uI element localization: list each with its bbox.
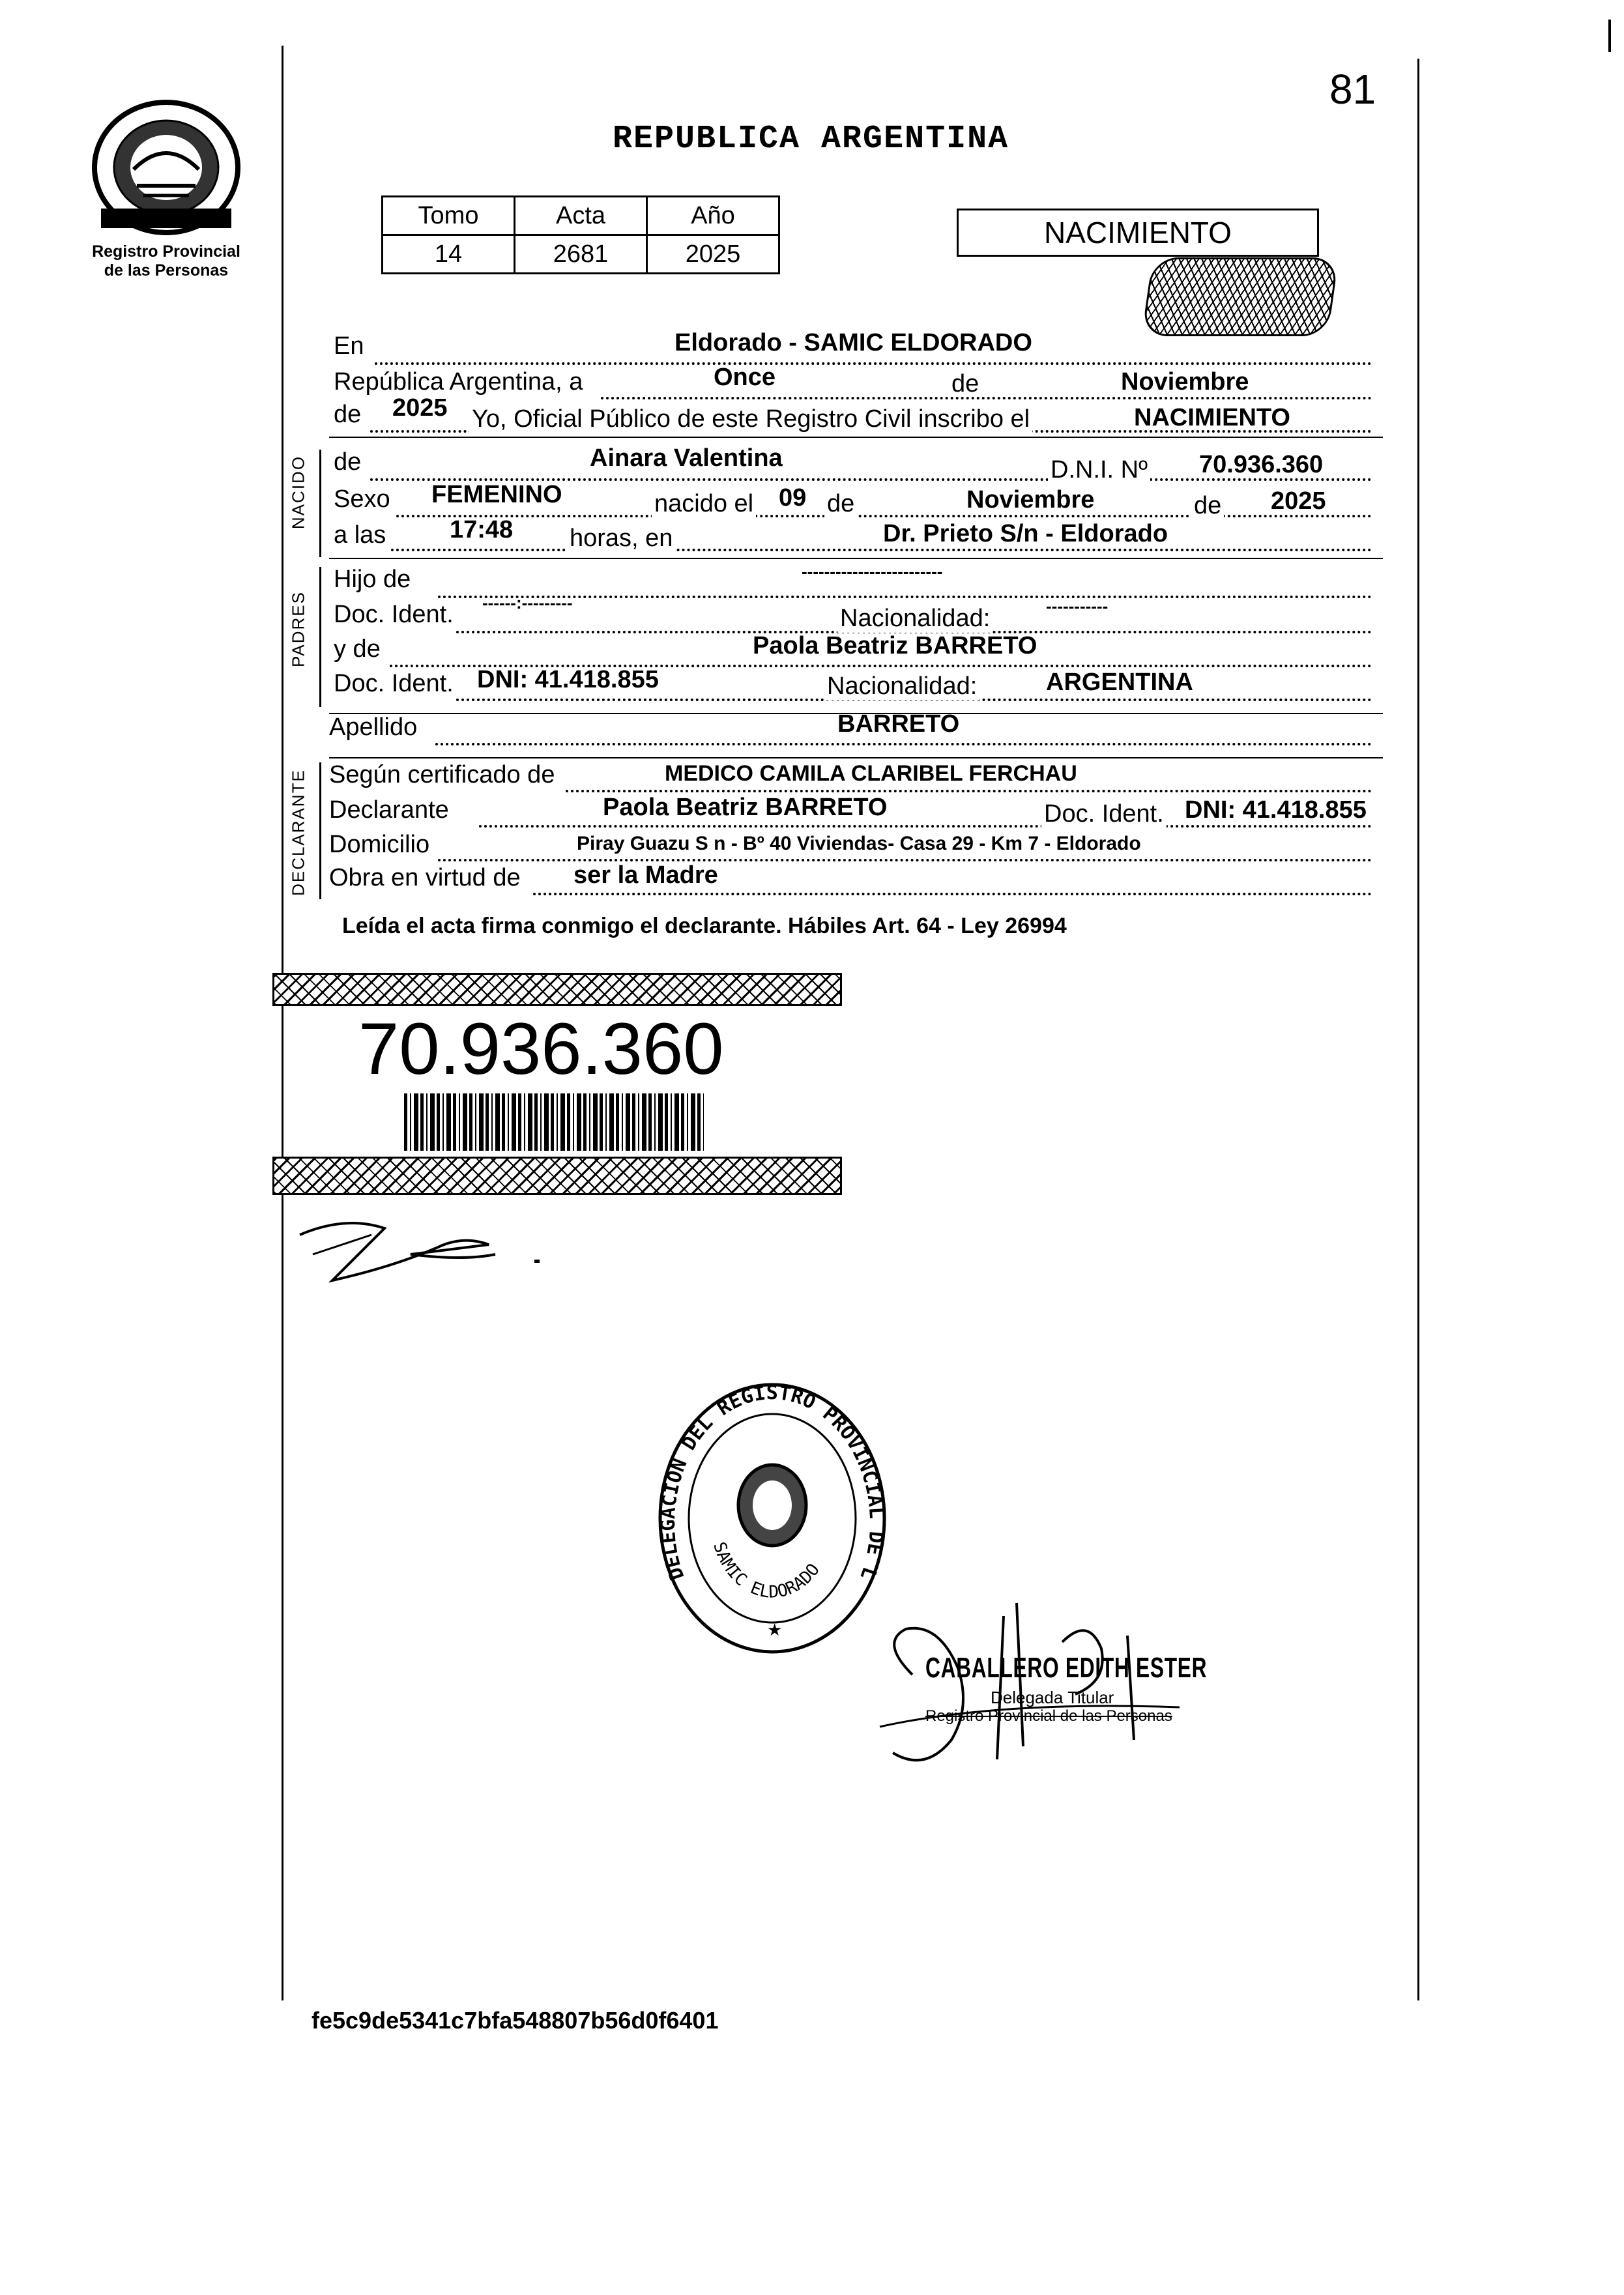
- doc2-label: Doc. Ident.: [334, 670, 454, 697]
- edge-mark: [1608, 20, 1611, 52]
- mother-dni: DNI: 41.418.855: [477, 666, 659, 693]
- right-margin-line: [1417, 59, 1419, 2000]
- mother-nationality: ARGENTINA: [1046, 669, 1193, 696]
- province-seal-graphic: [85, 98, 248, 238]
- declarante-label: Declarante: [329, 796, 449, 824]
- birth-day: 09: [779, 484, 807, 512]
- declarante-doc-label: Doc. Ident.: [1041, 800, 1167, 828]
- padres-section-label: PADRES: [288, 591, 308, 667]
- dni-label: D.N.I. Nº: [1048, 456, 1150, 484]
- rule-2: [329, 558, 1383, 559]
- declarant-signature: [293, 1209, 567, 1287]
- document-hash: fe5c9de5341c7bfa548807b56d0f6401: [312, 2007, 719, 2034]
- birth-de-1: de: [824, 490, 857, 518]
- nacido-de-label: de: [334, 448, 362, 476]
- barcode-pattern-bottom: [272, 1157, 842, 1195]
- apellido-dots: [435, 743, 1372, 745]
- official-org: Registro Provincial de las Personas: [925, 1707, 1172, 1725]
- de-label: de: [951, 370, 979, 397]
- official-name: CABALLERO EDITH ESTER: [925, 1652, 1208, 1684]
- svg-text:★: ★: [767, 1621, 783, 1640]
- doc-label: Doc. Ident.: [334, 601, 454, 628]
- value-tomo: 14: [383, 235, 515, 274]
- official-signature: [867, 1577, 1193, 1792]
- stamp-inner-text: SAMIC ELDORADO: [709, 1539, 824, 1602]
- republica-dots: [601, 397, 1372, 399]
- certificado-dots: [566, 790, 1372, 792]
- a-las-label: a las: [334, 521, 386, 549]
- padres-bar: [319, 567, 321, 707]
- nacionalidad-value: -----------: [1046, 596, 1109, 616]
- svg-text:SAMIC ELDORADO: [709, 1540, 824, 1602]
- declarante-doc-value: DNI: 41.418.855: [1185, 796, 1367, 824]
- en-label: En: [334, 332, 364, 360]
- birth-place: Dr. Prieto S/n - Eldorado: [883, 520, 1168, 547]
- time-dots: [391, 549, 1372, 551]
- birth-year: 2025: [1271, 487, 1326, 515]
- nacionalidad-label: Nacionalidad:: [837, 605, 993, 633]
- child-dni: 70.936.360: [1199, 451, 1324, 478]
- inscribe-value: NACIMIENTO: [1134, 404, 1290, 431]
- declarante-dots: [479, 825, 1372, 828]
- dni-large: 70.936.360: [358, 1008, 724, 1090]
- header-anio: Año: [647, 197, 779, 235]
- obra-label: Obra en virtud de: [329, 864, 521, 891]
- day-word: Once: [714, 364, 776, 391]
- horas-label: horas, en: [567, 525, 675, 553]
- official-stamp-graphic: [655, 1381, 890, 1655]
- legal-note: Leída el acta firma conmigo el declarante. Hábiles Art. 64 - Ley 26994: [342, 914, 1067, 938]
- doc-value: ------:---------: [482, 593, 573, 613]
- registry-line-1: Registro Provincial: [92, 242, 240, 261]
- value-acta: 2681: [515, 235, 647, 274]
- declarante-section-label: DECLARANTE: [288, 769, 308, 896]
- stamp-outer-text: DELEGACION DEL REGISTRO PROVINCIAL DE L: [656, 1381, 888, 1583]
- nacido-el-label: nacido el: [652, 490, 756, 518]
- obra-value: ser la Madre: [573, 861, 718, 889]
- record-type-box: [957, 209, 1319, 257]
- security-hologram: [1141, 257, 1339, 336]
- registry-line-2: de las Personas: [104, 261, 229, 280]
- barcode: [404, 1093, 704, 1151]
- birth-month: Noviembre: [966, 486, 1095, 513]
- sexo-dots: [396, 515, 1372, 517]
- y-de-label: y de: [334, 635, 381, 663]
- nacionalidad2-label: Nacionalidad:: [824, 672, 979, 700]
- birth-time: 17:48: [450, 516, 514, 543]
- apellido-value: BARRETO: [837, 710, 960, 738]
- value-anio: 2025: [647, 235, 779, 274]
- document-title: REPUBLICA ARGENTINA: [613, 121, 1009, 158]
- certificado-value: MEDICO CAMILA CLARIBEL FERCHAU: [665, 761, 1077, 786]
- rule-1: [329, 437, 1383, 438]
- registry-name: [65, 242, 267, 280]
- en-dots: [375, 362, 1372, 365]
- hijo-dots: [438, 596, 1372, 598]
- nacido-bar: [319, 450, 321, 557]
- declarante-value: Paola Beatriz BARRETO: [603, 794, 888, 821]
- official-role: Delegada Titular: [991, 1688, 1114, 1707]
- domicilio-label: Domicilio: [329, 831, 430, 858]
- child-name: Ainara Valentina: [590, 444, 783, 472]
- birth-de-2: de: [1191, 492, 1224, 520]
- year-prefix: de: [334, 401, 362, 428]
- left-margin-line: [282, 46, 283, 2000]
- obra-dots: [533, 893, 1372, 895]
- province-seal: [85, 98, 248, 238]
- sexo-label: Sexo: [334, 485, 390, 513]
- declarante-bar: [319, 762, 321, 899]
- barcode-pattern-top: [272, 973, 842, 1006]
- year-header: 2025: [392, 394, 448, 422]
- certificado-label: Según certificado de: [329, 761, 555, 788]
- hijo-label: Hijo de: [334, 566, 411, 593]
- month-header: Noviembre: [1121, 368, 1249, 396]
- republica-label: República Argentina, a: [334, 368, 583, 396]
- hijo-value: -------------------------: [802, 562, 943, 581]
- domicilio-value: Piray Guazu S n - Bº 40 Viviendas- Casa 29 - Km 7 - Eldorado: [577, 833, 1141, 854]
- header-tomo: Tomo: [383, 197, 515, 235]
- en-value: Eldorado - SAMIC ELDORADO: [674, 329, 1032, 356]
- apellido-label: Apellido: [329, 714, 418, 741]
- rule-4: [329, 757, 1383, 758]
- record-table: [381, 195, 780, 274]
- page-number: 81: [1329, 66, 1376, 113]
- nacido-section-label: NACIDO: [288, 455, 308, 530]
- oficial-text: Yo, Oficial Público de este Registro Civil inscribo el: [469, 405, 1032, 433]
- header-acta: Acta: [515, 197, 647, 235]
- sexo-value: FEMENINO: [431, 481, 562, 508]
- official-stamp: [655, 1381, 890, 1655]
- mother-name: Paola Beatriz BARRETO: [753, 632, 1037, 659]
- record-type: NACIMIENTO: [1044, 216, 1232, 250]
